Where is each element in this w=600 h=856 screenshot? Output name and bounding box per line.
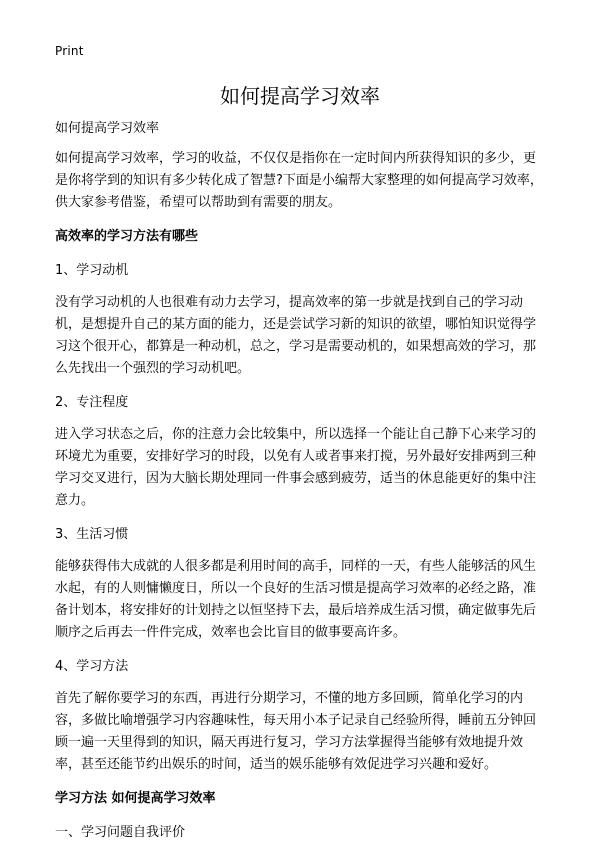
item-heading: 3、生活习惯 [55, 527, 129, 542]
intro-paragraph: 如何提高学习效率，学习的收益，不仅仅是指你在一定时间内所获得知识的多少，更是你将学到的知识有多少转化成了智慧?下面是小编帮大家整理的如何提高学习效率，供大家参考借鉴，希望可以帮助到有需要的朋友。 [55, 151, 543, 210]
section-heading-study-method: 学习方法 如何提高学习效率 [55, 791, 216, 806]
article-subtitle: 如何提高学习效率 [55, 121, 160, 136]
section-first-line: 一、学习问题自我评价 [55, 825, 186, 840]
page-title: 如何提高学习效率 [220, 84, 380, 108]
item-paragraph: 首先了解你要学习的东西，再进行分期学习，不懂的地方多回顾，简单化学习的内容，多做比喻增强学习内容趣味性，每天用小本子记录自己经验所得，睡前五分钟回顾一遍一天里得到的知识，隔天再进行复习，学习方法掌握得当能够有效地提升效率，甚至还能节约出娱乐的时间，适当的娱乐能够有效促进学习兴趣和爱好。 [55, 691, 537, 772]
item-paragraph: 进入学习状态之后，你的注意力会比较集中，所以选择一个能让自己静下心来学习的环境尤为重要，安排好学习的时段，以免有人或者事来打搅，另外最好安排两到三种学习交叉进行，因为大脑长期处理同一件事会感到疲劳，适当的休息能更好的集中注意力。 [55, 427, 537, 508]
item-heading: 1、学习动机 [55, 263, 129, 278]
item-paragraph: 没有学习动机的人也很难有动力去学习，提高效率的第一步就是找到自己的学习动机，是想提升自己的某方面的能力，还是尝试学习新的知识的欲望，哪怕知识觉得学习这个很开心，都算是一种动机，总之，学习是需要动机的，如果想高效的学习，那么先找出一个强烈的学习动机吧。 [55, 295, 537, 376]
print-link[interactable]: Print [55, 44, 84, 58]
item-paragraph: 能够获得伟大成就的人很多都是利用时间的高手，同样的一天，有些人能够活的风生水起，有的人则慵懒度日，所以一个良好的生活习惯是提高学习效率的必经之路，准备计划本，将安排好的计划持之以恒坚持下去，最后培养成生活习惯，确定做事先后顺序之后再去一件件完成，效率也会比盲目的做事要高许多。 [55, 559, 537, 640]
item-heading: 4、学习方法 [55, 659, 129, 674]
section-heading-methods: 高效率的学习方法有哪些 [55, 229, 199, 244]
article-body [55, 118, 547, 856]
item-heading: 2、专注程度 [55, 395, 129, 410]
